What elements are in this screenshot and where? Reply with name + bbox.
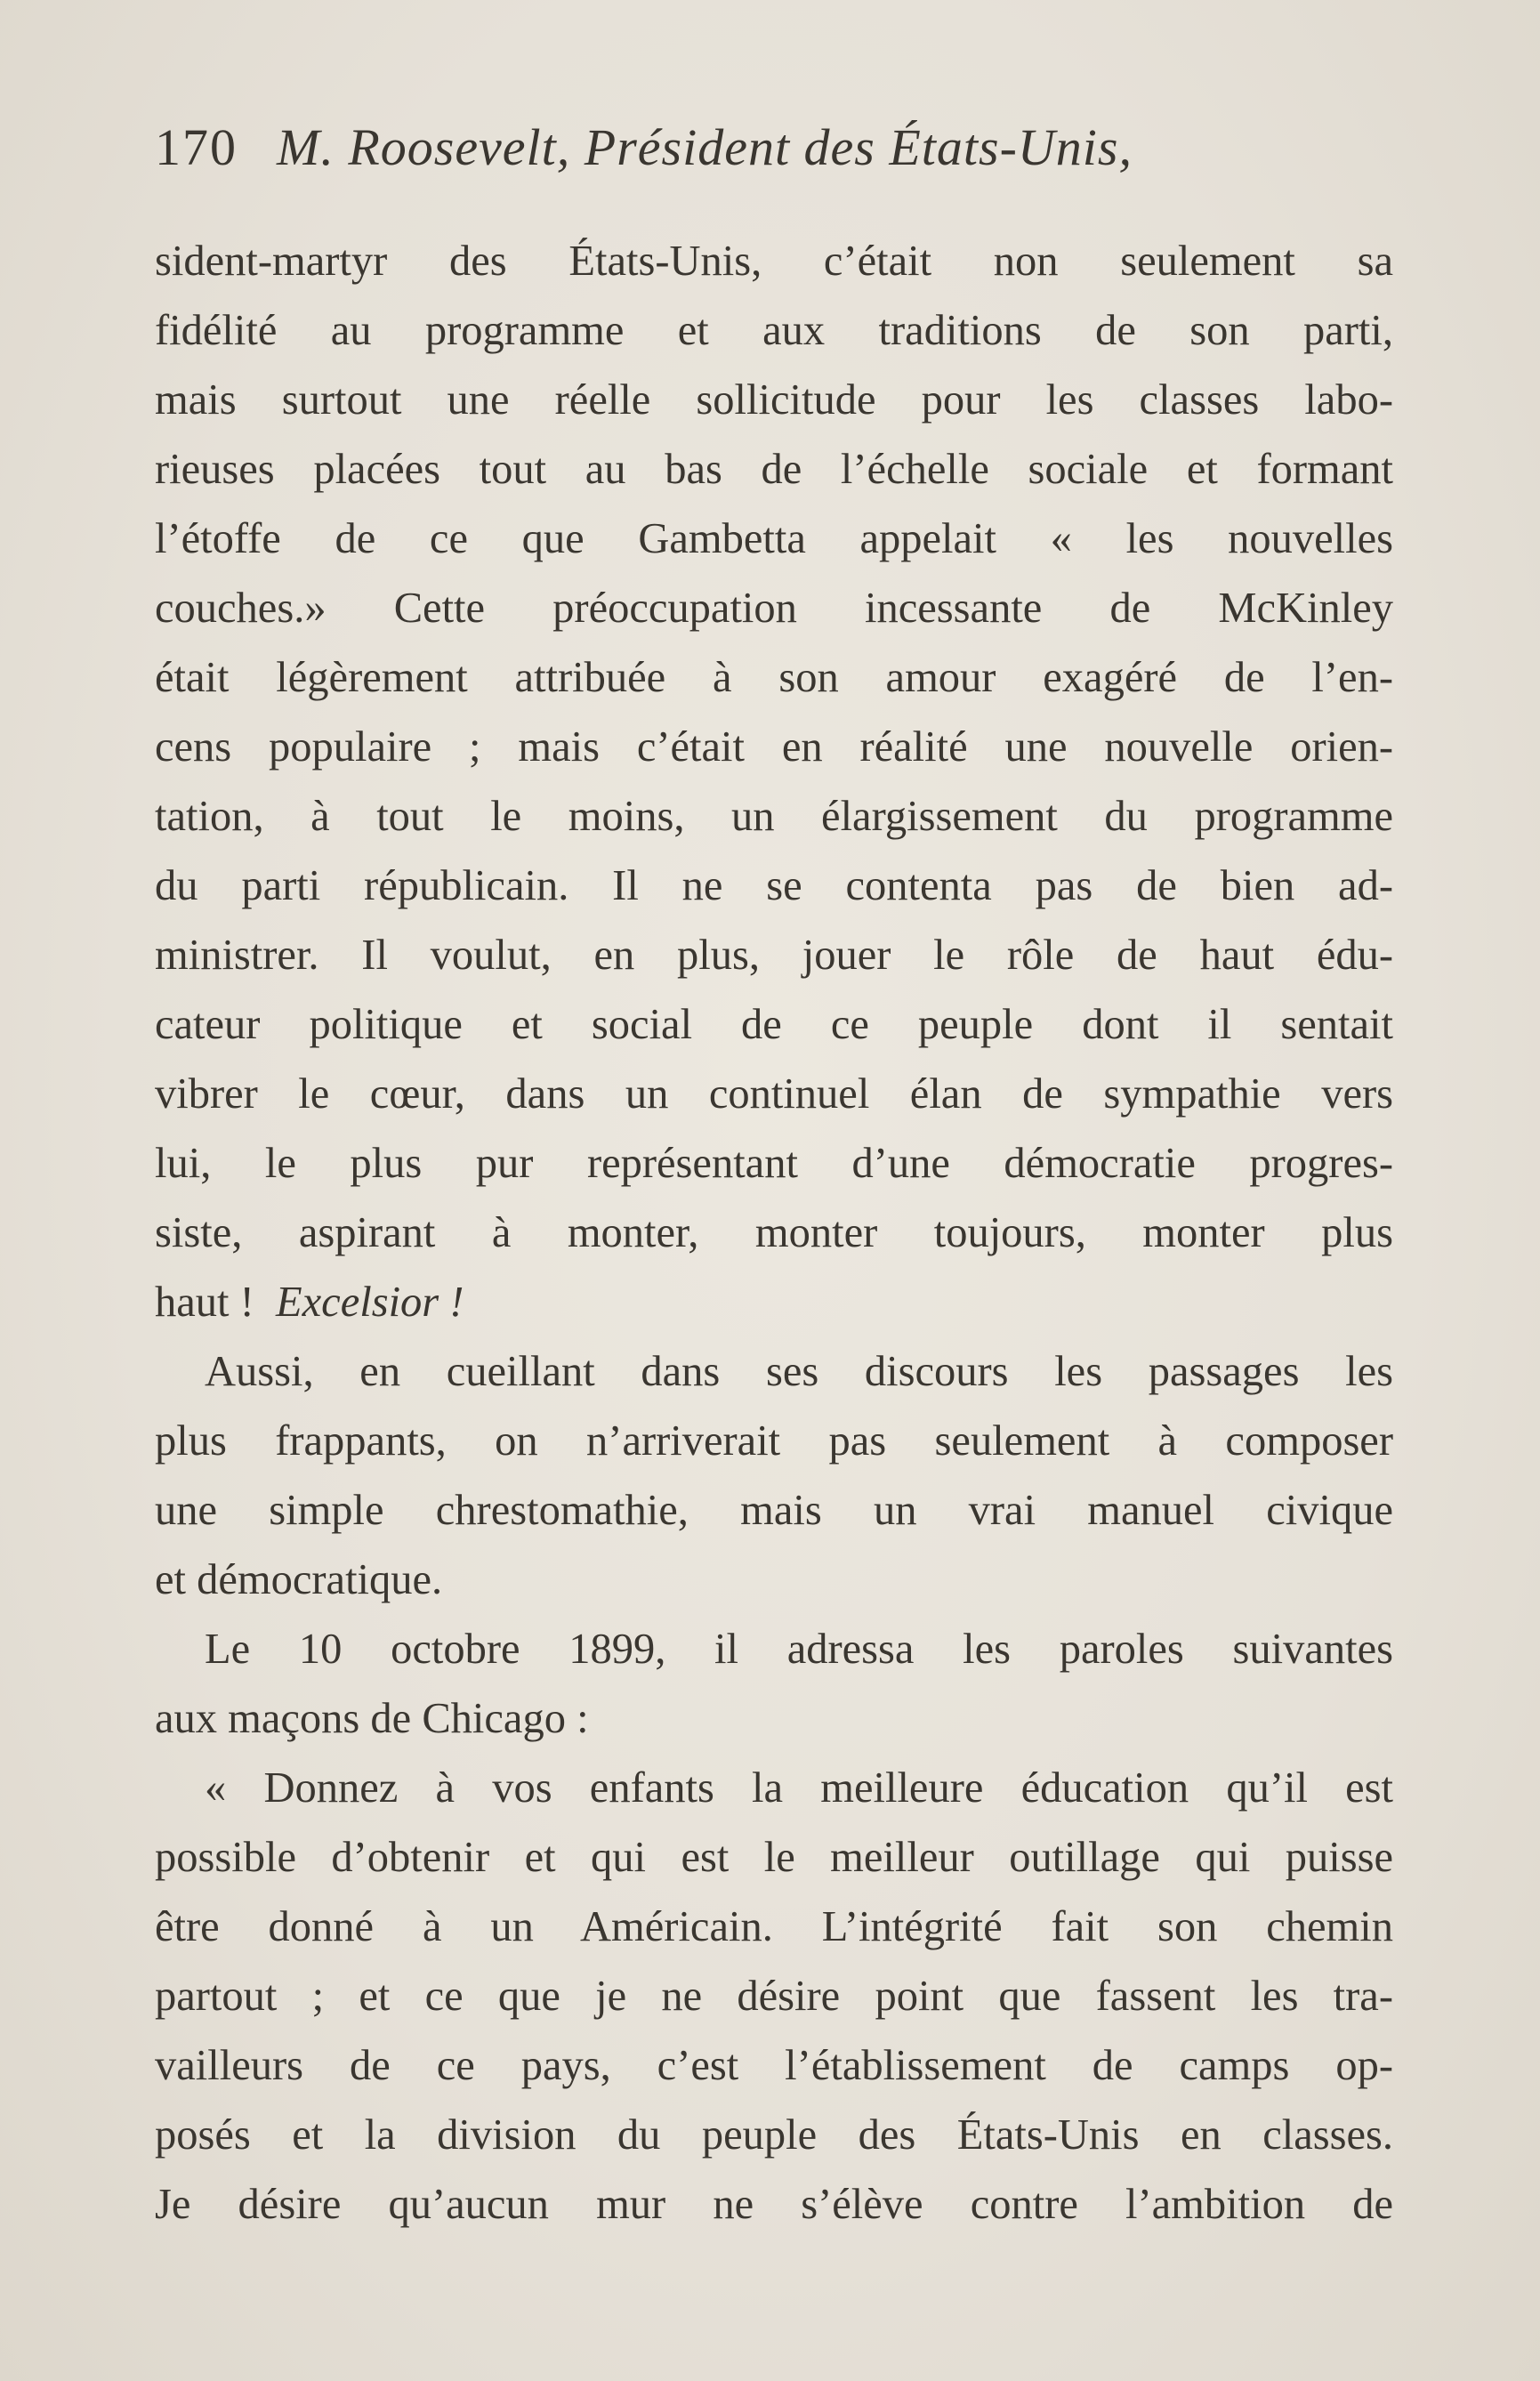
text-line: partout ; et ce que je ne désire point que fassent les tra- xyxy=(155,1973,1393,2020)
text-line: aux maçons de Chicago : xyxy=(155,1695,589,1742)
text-line: rieuses placées tout au bas de l’échelle sociale et formant xyxy=(155,446,1393,493)
text-line: siste, aspirant à monter, monter toujours, monter plus xyxy=(155,1209,1393,1256)
text-line: l’étoffe de ce que Gambetta appelait « les nouvelles xyxy=(155,515,1393,562)
text-line: sident-martyr des États-Unis, c’était non seulement sa xyxy=(155,238,1393,285)
text-fragment: haut ! xyxy=(155,1279,254,1326)
running-title: M. Roosevelt, Président des États-Unis, xyxy=(277,118,1133,176)
text-line: Je désire qu’aucun mur ne s’élève contre l’ambition de xyxy=(155,2181,1393,2228)
paragraph-start: Aussi, en cueillant dans ses discours les passages les xyxy=(205,1348,1393,1395)
running-head xyxy=(155,112,1400,183)
text-line: posés et la division du peuple des États-Unis en classes. xyxy=(155,2111,1393,2159)
text-line: cateur politique et social de ce peuple dont il sentait xyxy=(155,1001,1393,1048)
text-line: vailleurs de ce pays, c’est l’établissement de camps op- xyxy=(155,2042,1393,2089)
text-line: mais surtout une réelle sollicitude pour les classes labo- xyxy=(155,376,1393,424)
text-line: une simple chrestomathie, mais un vrai manuel civique xyxy=(155,1487,1393,1534)
text-line: possible d’obtenir et qui est le meilleur outillage qui puisse xyxy=(155,1834,1393,1881)
text-line: ministrer. Il voulut, en plus, jouer le rôle de haut édu- xyxy=(155,932,1393,979)
text-line: vibrer le cœur, dans un continuel élan de sympathie vers xyxy=(155,1070,1393,1118)
paragraph-start: Le 10 octobre 1899, il adressa les paroles suivantes xyxy=(205,1626,1393,1673)
text-line: cens populaire ; mais c’était en réalité une nouvelle orien- xyxy=(155,723,1393,771)
text-line: fidélité au programme et aux traditions de son parti, xyxy=(155,307,1393,354)
text-line: et démocratique. xyxy=(155,1556,443,1603)
text-line: plus frappants, on n’arriverait pas seulement à composer xyxy=(155,1417,1393,1465)
text-line: couches.» Cette préoccupation incessante de McKinley xyxy=(155,585,1393,632)
body-text xyxy=(155,227,1393,2240)
text-line xyxy=(155,1268,1393,1337)
text-line: tation, à tout le moins, un élargissement du programme xyxy=(155,793,1393,840)
text-line: lui, le plus pur représentant d’une démocratie progres- xyxy=(155,1140,1393,1187)
text-line: était légèrement attribuée à son amour exagéré de l’en- xyxy=(155,654,1393,701)
text-line: être donné à un Américain. L’intégrité fait son chemin xyxy=(155,1903,1393,1950)
page-number: 170 xyxy=(155,118,238,176)
text-line: du parti républicain. Il ne se contenta pas de bien ad- xyxy=(155,862,1393,909)
quote-start: « Donnez à vos enfants la meilleure éducation qu’il est xyxy=(205,1764,1393,1812)
excelsior-italic: Excelsior ! xyxy=(276,1279,464,1326)
